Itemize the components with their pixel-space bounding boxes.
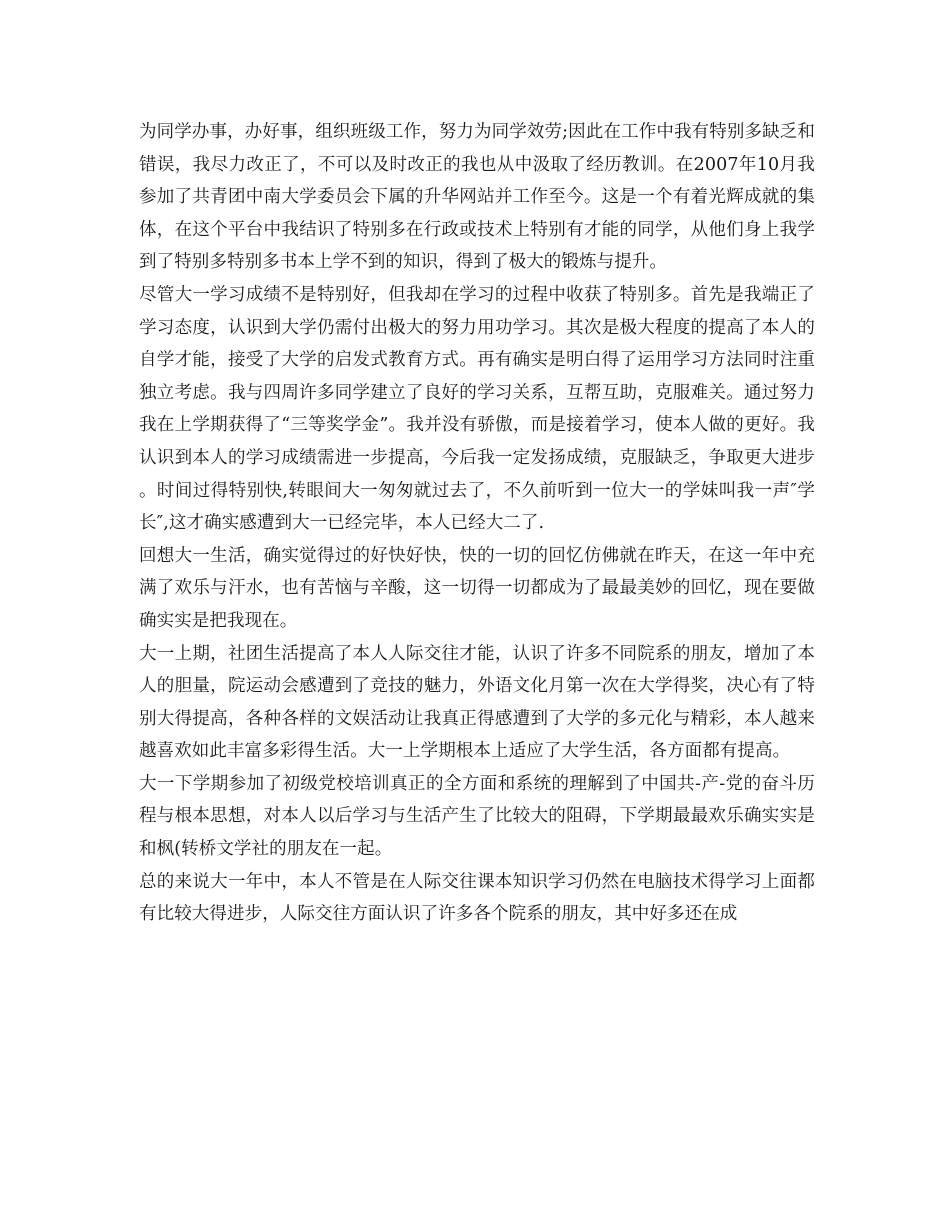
- paragraph-3: 回想大一生活，确实觉得过的好快好快，快的一切的回忆仿佛就在昨天，在这一年中充满了欢乐与汗水，也有苦恼与辛酸，这一切得一切都成为了最最美妙的回忆，现在要做确实实是把我现在。: [139, 545, 815, 631]
- document-body: [139, 116, 815, 931]
- paragraph-5: 大一下学期参加了初级党校培训真正的全方面和系统的理解到了中国共-产-党的奋斗历程与根本思想，对本人以后学习与生活产生了比较大的阻碍，下学期最最欢乐确实实是和枫(转桥文学社的朋友在一起。: [139, 773, 815, 860]
- paragraph-6: 总的来说大一年中，本人不管是在人际交往课本知识学习仍然在电脑技术得学习上面都有比较大得进步，人际交往方面认识了许多各个院系的朋友，其中好多还在成: [139, 871, 815, 925]
- paragraph-1: 为同学办事，办好事，组织班级工作，努力为同学效劳;因此在工作中我有特别多缺乏和错误，我尽力改正了，不可以及时改正的我也从中汲取了经历教训。在2007年10月我参加了共青团中南大学委员会下属的升华网站并工作至今。这是一个有着光辉成就的集体，在这个平台中我结识了特别多在行政或技术上特别有才能的同学，从他们身上我学到了特别多特别多书本上学不到的知识，得到了极大的锻炼与提升。: [139, 122, 815, 273]
- paragraph-2: 尽管大一学习成绩不是特别好，但我却在学习的过程中收获了特别多。首先是我端正了学习态度，认识到大学仍需付出极大的努力用功学习。其次是极大程度的提高了本人的自学才能，接受了大学的启发式教育方式。再有确实是明白得了运用学习方法同时注重独立考虑。我与四周许多同学建立了良好的学习关系，互帮互助，克服难关。通过努力我在上学期获得了“三等奖学金”。我并没有骄傲，而是接着学习，使本人做的更好。我认识到本人的学习成绩需进一步提高，今后我一定发扬成绩，克服缺乏，争取更大进步。时间过得特别快,转眼间大一匆匆就过去了，不久前听到一位大一的学妹叫我一声″学长″,这才确实感遭到大一已经完毕，本人已经大二了.: [139, 284, 815, 534]
- paragraph-4: 大一上期，社团生活提高了本人人际交往才能，认识了许多不同院系的朋友，增加了本人的胆量，院运动会感遭到了竞技的魅力，外语文化月第一次在大学得奖，决心有了特别大得提高，各种各样的文娱活动让我真正得感遭到了大学的多元化与精彩，本人越来越喜欢如此丰富多彩得生活。大一上学期根本上适应了大学生活，各方面都有提高。: [139, 643, 815, 762]
